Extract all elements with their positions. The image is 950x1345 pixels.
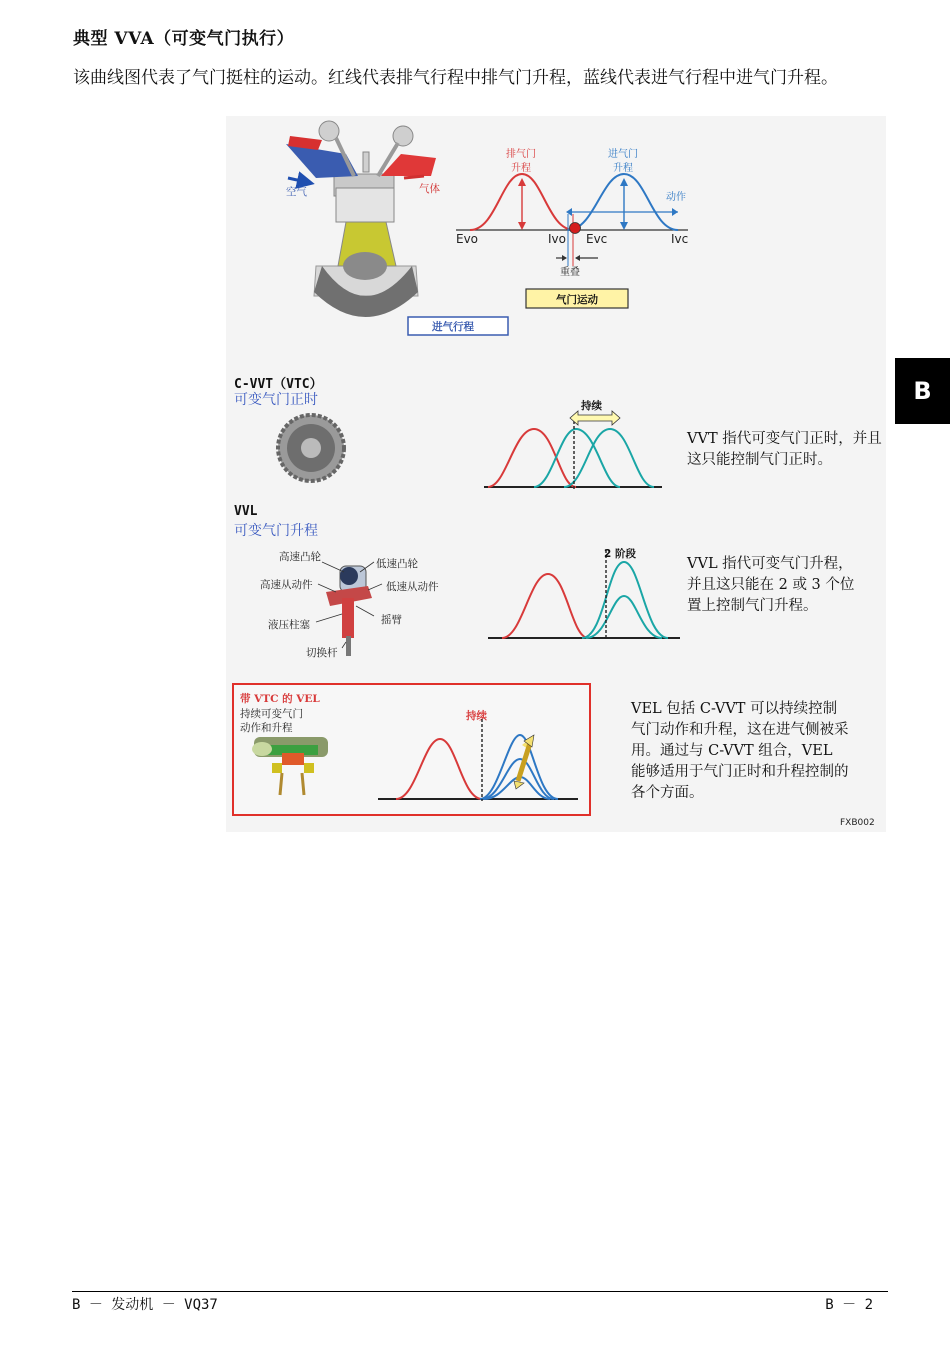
vvl-subtitle: 可变气门升程 xyxy=(234,523,318,539)
cvvt-description: VVT 指代可变气门正时，并且这只能控制气门正时。 xyxy=(687,431,882,468)
air-label: 空气 xyxy=(286,186,307,198)
vvl-hydraulic-plunger-label: 液压柱塞 xyxy=(268,619,310,631)
gas-label: 气体 xyxy=(419,183,440,195)
vel-subtitle-2: 动作和升程 xyxy=(240,722,293,734)
intake-lift-label-1: 进气门 xyxy=(608,149,638,160)
cvvt-continuous-label: 持续 xyxy=(581,400,602,412)
vvl-high-follower-label: 高速从动件 xyxy=(260,579,313,591)
vvl-stage-label: 2 阶段 xyxy=(604,548,636,560)
vel-mechanism-illustration xyxy=(252,737,328,795)
vvl-low-cam-label: 低速凸轮 xyxy=(376,558,418,570)
vvl-low-follower-label: 低速从动件 xyxy=(386,581,439,593)
exhaust-lift-label-2: 升程 xyxy=(511,163,531,174)
evc-label: Evc xyxy=(586,232,608,246)
figure-code: FXB002 xyxy=(840,818,875,828)
action-label: 动作 xyxy=(666,192,686,203)
footer-page-number: B － 2 xyxy=(825,1297,873,1313)
vel-continuous-label: 持续 xyxy=(466,710,487,722)
intro-paragraph: 该曲线图代表了气门挺柱的运动。红线代表排气行程中排气门升程，蓝线代表进气行程中进气门升程。 xyxy=(73,68,838,88)
vva-figure xyxy=(226,116,886,832)
cvvt-diagram xyxy=(226,401,686,501)
vel-diagram xyxy=(232,683,591,816)
section-tab: B xyxy=(895,358,950,424)
vvl-description: VVL 指代可变气门升程，并且这只能在 2 或 3 个位置上控制气门升程。 xyxy=(687,556,855,614)
vvl-mechanism-illustration xyxy=(316,562,382,656)
top-diagram xyxy=(226,116,886,346)
intake-stroke-label: 进气行程 xyxy=(432,321,474,333)
vel-title: 带 VTC 的 VEL xyxy=(240,693,320,705)
page-heading: 典型 VVA（可变气门执行） xyxy=(73,29,295,49)
vvl-rocker-label: 摇臂 xyxy=(381,614,402,626)
vvl-switch-rod-label: 切换杆 xyxy=(306,647,338,659)
intake-lift-label-2: 升程 xyxy=(613,163,633,174)
engine-cutaway-illustration xyxy=(286,121,436,317)
footer-section-label: B － 发动机 － VQ37 xyxy=(72,1297,218,1313)
exhaust-lift-label-1: 排气门 xyxy=(506,149,536,160)
vvl-title: VVL xyxy=(234,504,258,519)
overlap-label: 重叠 xyxy=(560,267,580,278)
ivc-label: Ivc xyxy=(671,232,689,246)
evo-label: Evo xyxy=(456,232,479,246)
valve-lift-graph xyxy=(456,174,688,266)
footer-divider xyxy=(72,1291,888,1292)
vvl-high-cam-label: 高速凸轮 xyxy=(279,551,321,563)
vel-description: VEL 包括 C-VVT 可以持续控制气门动作和升程，这在进气侧被采用。通过与 C-VVT 组合，VEL 能够适用于气门正时和升程控制的各个方面。 xyxy=(631,701,849,801)
cvvt-subtitle: 可变气门正时 xyxy=(234,392,318,408)
cvvt-title: C-VVT（VTC） xyxy=(234,377,323,392)
vel-subtitle-1: 持续可变气门 xyxy=(240,708,303,720)
cam-sprocket-illustration xyxy=(278,415,344,481)
valve-motion-label: 气门运动 xyxy=(556,294,598,306)
ivo-label: Ivo xyxy=(548,232,566,246)
